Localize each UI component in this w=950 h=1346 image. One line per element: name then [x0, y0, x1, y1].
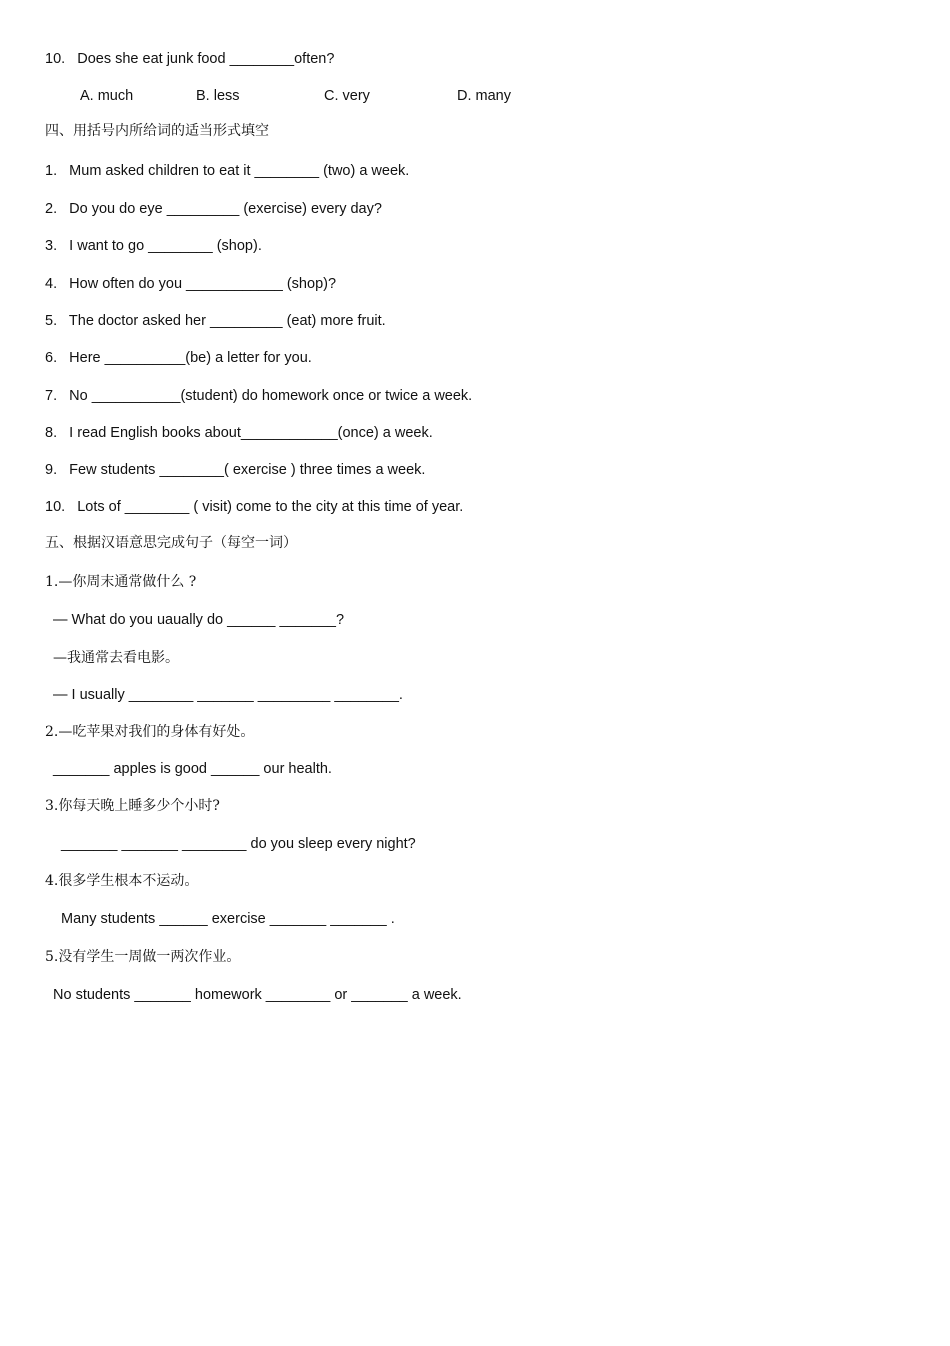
- question-10: 10. Does she eat junk food ________often?: [45, 51, 335, 67]
- fill-item-7: 7. No ___________(student) do homework once or twice a week.: [45, 388, 473, 404]
- q4-chinese: 4.很多学生根本不运动。: [45, 873, 199, 889]
- fill-item-4: 4. How often do you ____________ (shop)?: [45, 276, 337, 292]
- q1-chinese-answer: —我通常去看电影。: [53, 650, 179, 666]
- q1-chinese: 1.—你周末通常做什么 ?: [45, 574, 197, 590]
- option-d: D. many: [457, 88, 511, 104]
- q5-chinese: 5.没有学生一周做一两次作业。: [45, 949, 241, 965]
- fill-item-3: 3. I want to go ________ (shop).: [45, 238, 262, 254]
- option-b: B. less: [196, 88, 240, 104]
- q2-english: _______ apples is good ______ our health.: [53, 761, 332, 777]
- fill-item-10: 10. Lots of ________ ( visit) come to the city at this time of year.: [45, 499, 464, 515]
- section-4-heading: 四、用括号内所给词的适当形式填空: [45, 123, 269, 139]
- fill-item-1: 1. Mum asked children to eat it ________ (two) a week.: [45, 163, 410, 179]
- q2-chinese: 2.—吃苹果对我们的身体有好处。: [45, 724, 255, 740]
- section-5-heading: 五、根据汉语意思完成句子（每空一词）: [45, 535, 297, 551]
- q4-english: Many students ______ exercise _______ _______ .: [61, 911, 395, 927]
- q5-english: No students _______ homework ________ or _______ a week.: [53, 987, 462, 1003]
- fill-item-8: 8. I read English books about____________(once) a week.: [45, 425, 433, 441]
- q3-english: _______ _______ ________ do you sleep every night?: [61, 836, 416, 852]
- q1-english: — What do you uaually do ______ _______?: [53, 612, 345, 628]
- option-a: A. much: [80, 88, 134, 104]
- option-c: C. very: [324, 88, 370, 104]
- fill-item-2: 2. Do you do eye _________ (exercise) every day?: [45, 201, 382, 217]
- q1-english-answer: — I usually ________ _______ _________ ________.: [53, 687, 403, 703]
- fill-item-9: 9. Few students ________( exercise ) three times a week.: [45, 462, 426, 478]
- fill-item-5: 5. The doctor asked her _________ (eat) more fruit.: [45, 313, 386, 329]
- fill-item-6: 6. Here __________(be) a letter for you.: [45, 350, 312, 366]
- q3-chinese: 3.你每天晚上睡多少个小时?: [45, 798, 220, 814]
